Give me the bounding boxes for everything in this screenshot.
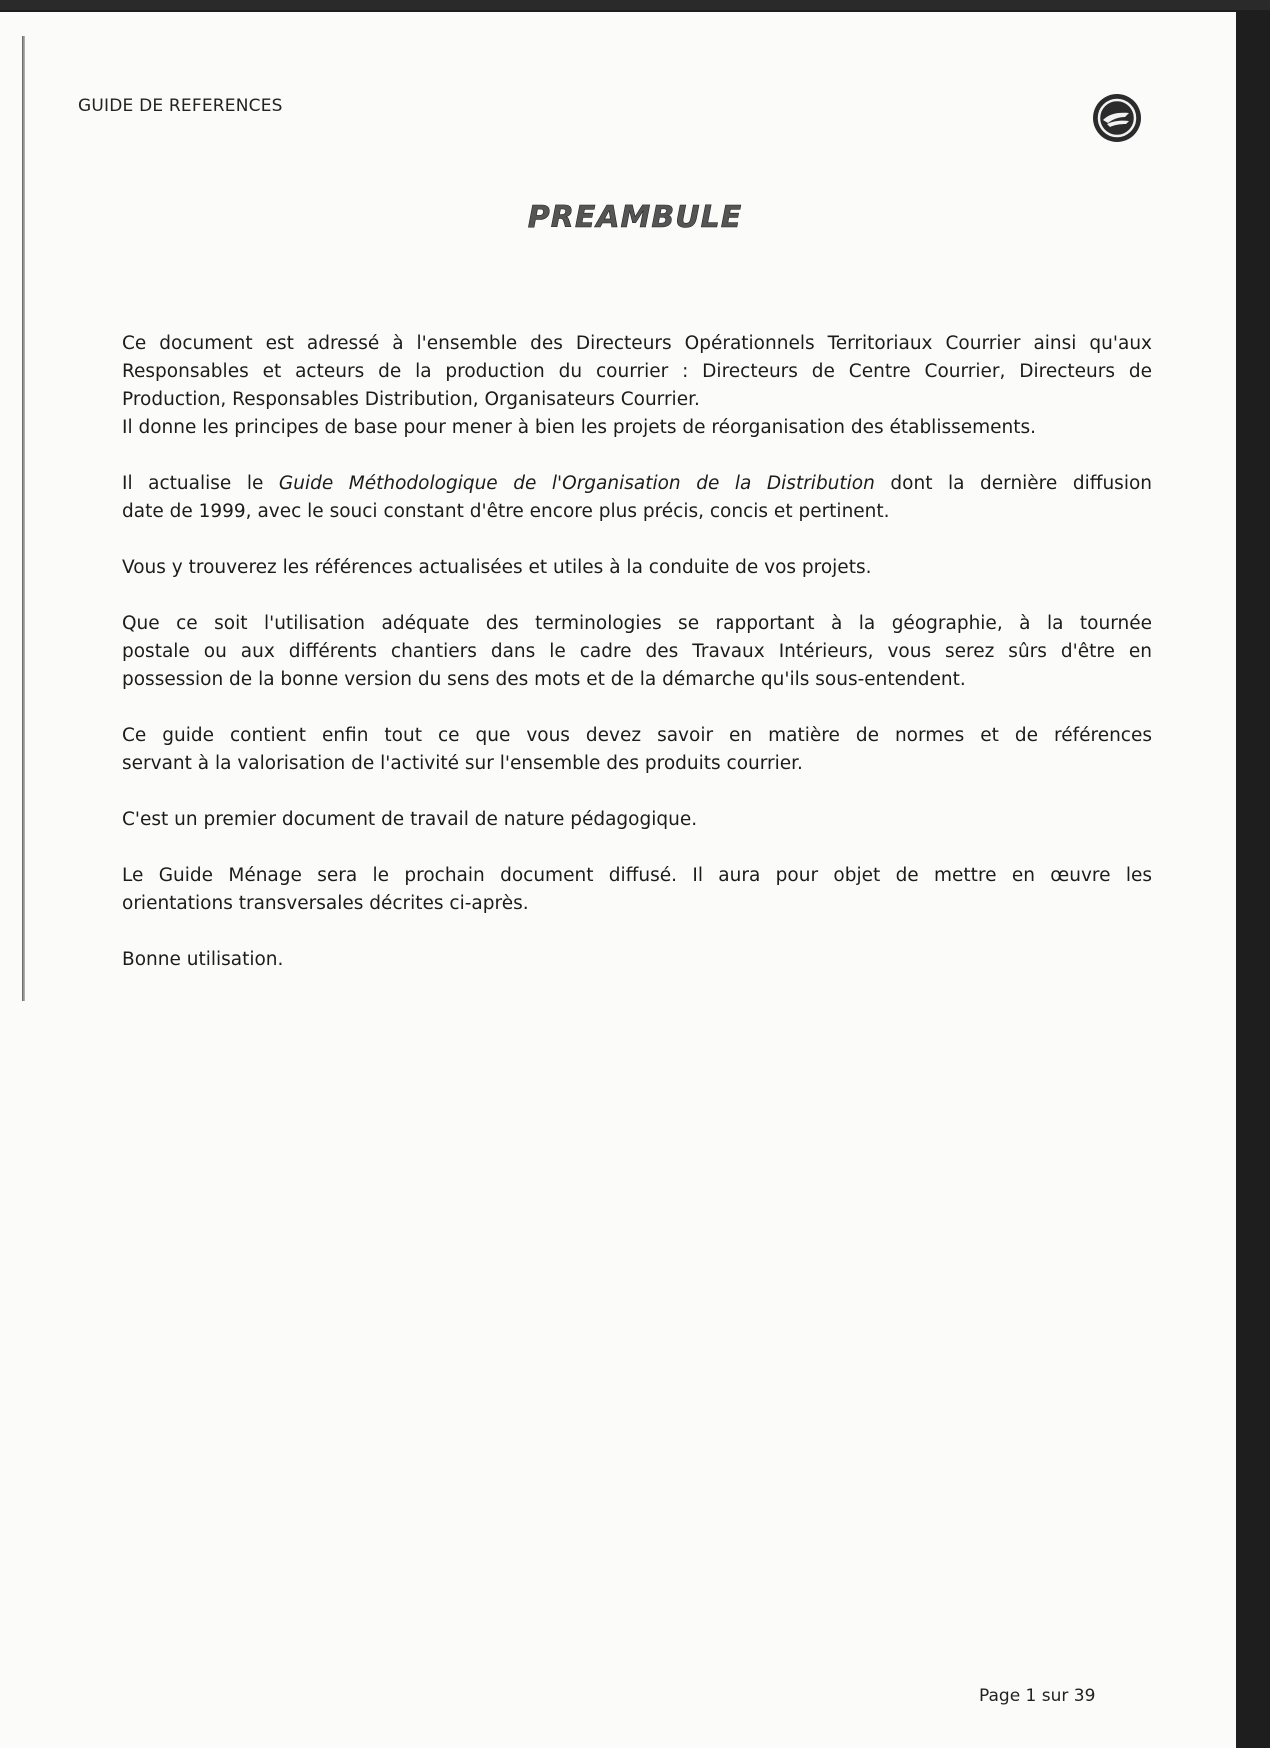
- text-line: possession de la bonne version du sens des mots et de la démarche qu'ils sous-entendent.: [122, 669, 966, 690]
- scan-edge: [0, 0, 1270, 10]
- document-page: [0, 12, 1236, 1748]
- text-line: Production, Responsables Distribution, Organisateurs Courrier.: [122, 389, 700, 410]
- text-line: [122, 470, 1152, 498]
- text-line: postale ou aux différents chantiers dans le cadre des Travaux Intérieurs, vous serez sûrs d'être en: [122, 641, 1152, 662]
- text-line: Ce document est adressé à l'ensemble des Directeurs Opérationnels Territoriaux Courrier ainsi qu'aux: [122, 333, 1152, 354]
- paragraph-references: Vous y trouverez les références actualisées et utiles à la conduite de vos projets.: [122, 557, 872, 578]
- paragraph-guide-update: [122, 470, 1152, 526]
- paragraph-terminology: [122, 610, 1152, 694]
- text-fragment: Il actualise le: [122, 473, 279, 494]
- page-title: PREAMBULE: [527, 200, 743, 235]
- text-line: Il donne les principes de base pour mener à bien les projets de réorganisation des établissements.: [122, 417, 1037, 438]
- text-line: Que ce soit l'utilisation adéquate des terminologies se rapportant à la géographie, à la tournée: [122, 613, 1152, 634]
- text-line: Le Guide Ménage sera le prochain document diffusé. Il aura pour objet de mettre en œuvre les: [122, 865, 1152, 886]
- document-body: [122, 330, 1152, 1002]
- paragraph-pedagogical: C'est un premier document de travail de nature pédagogique.: [122, 809, 698, 830]
- paragraph-next-guide: [122, 862, 1152, 918]
- header-label: GUIDE DE REFERENCES: [78, 96, 283, 116]
- referenced-guide-title: Guide Méthodologique de l'Organisation de la Distribution: [278, 473, 875, 494]
- page-number: Page 1 sur 39: [979, 1686, 1096, 1706]
- text-line: Responsables et acteurs de la production du courrier : Directeurs de Centre Courrier, Directeurs de: [122, 361, 1152, 382]
- paragraph-audience: [122, 330, 1152, 442]
- text-line: date de 1999, avec le souci constant d'être encore plus précis, concis et pertinent.: [122, 501, 890, 522]
- la-poste-bird-logo-icon: [1091, 92, 1143, 144]
- paragraph-closing: Bonne utilisation.: [122, 949, 284, 970]
- text-line: orientations transversales décrites ci-après.: [122, 893, 529, 914]
- margin-rule: [22, 36, 25, 1001]
- text-line: Ce guide contient enfin tout ce que vous devez savoir en matière de normes et de références: [122, 725, 1152, 746]
- text-fragment: dont la dernière diffusion: [874, 473, 1152, 494]
- paragraph-norms: [122, 722, 1152, 778]
- text-line: servant à la valorisation de l'activité sur l'ensemble des produits courrier.: [122, 753, 803, 774]
